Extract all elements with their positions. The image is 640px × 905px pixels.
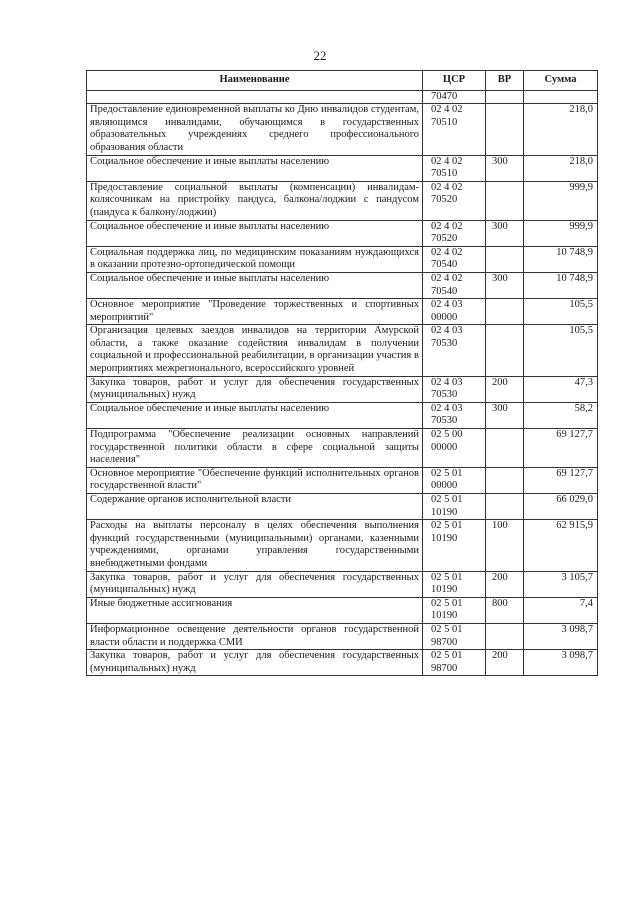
table-row [87,429,598,468]
table-row [87,650,598,676]
row-vr-cell [486,272,524,298]
table-row [87,272,598,298]
row-vr-cell [486,650,524,676]
table-row [87,90,598,104]
row-sum-cell [524,571,598,597]
row-vr-cell [486,155,524,181]
row-name-cell [87,376,423,402]
row-vr-cell [486,90,524,104]
row-csr-cell-part1: 02 4 02 [431,181,463,193]
row-vr-cell [486,571,524,597]
row-name-cell-text: Расходы на выплаты персоналу в целях обеспечения выполнения функций государственными (муниципальными) органами, казенными учреждениями, органами управления государственными внебюджетными фондами [90,520,419,569]
table-row [87,246,598,272]
row-vr-cell [486,623,524,649]
row-csr-cell [423,376,486,402]
table-row [87,402,598,428]
row-name-cell [87,220,423,246]
row-sum-cell-text: 218,0 [569,155,593,167]
row-sum-cell-text: 10 748,9 [556,246,593,258]
row-sum-cell-text: 69 127,7 [556,467,593,479]
row-csr-cell [423,650,486,676]
row-sum-cell [524,299,598,325]
row-csr-cell-part1: 02 5 01 [431,623,463,635]
row-sum-cell-text: 999,9 [569,220,593,232]
row-vr-cell [486,325,524,376]
row-csr-cell-part2: 98700 [431,636,458,648]
row-csr-cell-part2: 70540 [431,259,458,271]
row-csr-cell-part2: 00000 [431,441,458,453]
row-csr-cell-part2: 10190 [431,532,458,544]
row-csr-cell-part1: 02 5 01 [431,597,463,609]
row-csr-cell-part2: 10190 [431,584,458,596]
row-vr-cell-text: 300 [492,155,508,167]
row-csr-cell-part2: 70510 [431,168,458,180]
row-csr-cell-part2: 00000 [431,311,458,323]
row-csr-cell-part1: 02 5 01 [431,520,463,532]
row-sum-cell-text: 66 029,0 [556,494,593,505]
row-csr-cell-part1: 02 4 02 [431,104,463,116]
row-sum-cell [524,220,598,246]
row-name-cell [87,181,423,220]
row-sum-cell [524,494,598,520]
row-sum-cell [524,181,598,220]
row-csr-cell [423,272,486,298]
row-csr-cell [423,520,486,571]
row-csr-cell-part2: 70540 [431,285,458,297]
row-csr-cell-part1: 02 4 02 [431,220,463,232]
row-vr-cell [486,494,524,520]
row-name-cell-text: Предоставление социальной выплаты (компенсации) инвалидам-колясочникам на пристройку пандуса, балкона/лоджии с пандусом (пандуса к балкону/лоджии) [90,181,419,218]
row-vr-cell [486,246,524,272]
table-row [87,494,598,520]
row-vr-cell [486,181,524,220]
row-sum-cell [524,272,598,298]
table-row [87,597,598,623]
table-row [87,104,598,155]
row-name-cell [87,104,423,155]
row-vr-cell [486,376,524,402]
row-sum-cell [524,467,598,493]
row-sum-cell [524,376,598,402]
row-csr-cell [423,494,486,520]
row-csr-cell-part1: 02 5 00 [431,429,463,441]
page-number: 22 [313,48,327,63]
table-body [87,90,598,676]
row-name-cell-text: Основное мероприятие "Проведение торжественных и спортивных мероприятий" [90,299,419,323]
row-csr-cell [423,467,486,493]
row-sum-cell-text: 69 127,7 [556,429,593,441]
row-sum-cell-text: 218,0 [569,104,593,116]
row-csr-cell [423,155,486,181]
row-vr-cell-text: 300 [492,220,508,232]
row-csr-cell-part1: 02 4 02 [431,272,463,284]
row-sum-cell [524,597,598,623]
table-row [87,155,598,181]
row-vr-cell [486,597,524,623]
row-csr-cell-part1: 02 5 01 [431,571,463,583]
row-name-cell [87,325,423,376]
row-vr-cell [486,299,524,325]
row-vr-cell-text: 200 [492,650,508,662]
row-sum-cell-text: 58,2 [574,402,593,414]
row-csr-cell-part1: 02 5 01 [431,467,463,479]
row-vr-cell [486,402,524,428]
row-csr-cell [423,181,486,220]
row-name-cell [87,90,423,104]
budget-table [86,70,598,676]
row-name-cell-text: Организация целевых заездов инвалидов на территории Амурской области, а также оказание содействия инвалидам в получении социальной и профессиональной реабилитации, в организации участия в мероприятиях межрегионального, всероссийского уровней [90,325,419,375]
header-vr: ВР [486,71,524,91]
row-name-cell-text: Социальное обеспечение и иные выплаты населению [90,272,330,284]
row-csr-cell [423,246,486,272]
row-sum-cell [524,623,598,649]
row-csr-cell [423,220,486,246]
row-csr-cell-part1: 02 4 03 [431,325,463,337]
table-row [87,220,598,246]
row-csr-cell-part1: 02 4 03 [431,402,463,414]
row-sum-cell-text: 10 748,9 [556,272,593,284]
row-csr-cell [423,90,486,104]
row-sum-cell [524,155,598,181]
table-row [87,623,598,649]
row-csr-cell-part2: 98700 [431,662,458,674]
row-vr-cell [486,104,524,155]
row-name-cell-text: Содержание органов исполнительной власти [90,494,292,505]
row-sum-cell [524,90,598,104]
row-csr-cell-part1: 02 4 02 [431,155,463,167]
row-name-cell [87,597,423,623]
table-row [87,325,598,376]
row-csr-cell-part2: 70530 [431,415,458,427]
header-csr: ЦСР [423,71,486,91]
row-name-cell [87,623,423,649]
row-vr-cell [486,520,524,571]
row-sum-cell [524,246,598,272]
row-name-cell-text: Предоставление единовременной выплаты ко Дню инвалидов студентам, являющимся инвалидами, обучающимся в государственных образовательных учреждениях среднего профессионального образования области [90,104,419,153]
row-vr-cell-text: 800 [492,597,508,609]
row-vr-cell [486,220,524,246]
header-name: Наименование [87,71,423,91]
row-name-cell-text: Социальное обеспечение и иные выплаты населению [90,220,330,232]
row-sum-cell [524,429,598,468]
row-sum-cell-text: 7,4 [579,597,593,609]
row-csr-cell-part1: 02 4 03 [431,376,463,388]
row-name-cell [87,571,423,597]
row-name-cell [87,272,423,298]
row-name-cell-text: Социальная поддержка лиц, по медицинским показаниям нуждающихся в оказании протезно-ортопедической помощи [90,246,419,271]
row-csr-cell [423,597,486,623]
row-name-cell-text: Закупка товаров, работ и услуг для обеспечения государственных (муниципальных) нужд [90,376,419,401]
row-name-cell [87,520,423,571]
row-name-cell-text: Основное мероприятие "Обеспечение функций исполнительных органов государственной власти" [90,467,419,492]
row-csr-cell [423,571,486,597]
row-csr-cell-part1: 02 4 03 [431,299,463,311]
row-csr-cell [423,299,486,325]
table-row [87,376,598,402]
row-name-cell-text: Подпрограмма "Обеспечение реализации основных направлений государственной политики области в сфере социальной защиты населения" [90,429,419,466]
row-name-cell [87,246,423,272]
row-name-cell-text: Социальное обеспечение и иные выплаты населению [90,402,330,414]
row-csr-cell-part2: 10190 [431,610,458,622]
row-sum-cell-text: 3 105,7 [561,571,593,583]
row-name-cell-text: Информационное освещение деятельности органов государственной власти области и поддержка СМИ [90,623,419,648]
row-name-cell-text: Социальное обеспечение и иные выплаты населению [90,155,330,167]
header-sum: Сумма [524,71,598,91]
row-csr-cell [423,325,486,376]
table-header-row [87,71,598,91]
row-csr-cell-part2: 00000 [431,480,458,492]
row-vr-cell [486,467,524,493]
row-sum-cell-text: 47,3 [574,376,593,388]
row-sum-cell-text: 999,9 [569,181,593,193]
row-csr-cell-part2: 70530 [431,389,458,401]
row-name-cell [87,467,423,493]
row-name-cell [87,429,423,468]
row-csr-cell-part1: 02 5 01 [431,494,463,505]
row-csr-cell-part2: 10190 [431,506,458,518]
row-sum-cell-text: 3 098,7 [561,623,593,635]
row-vr-cell-text: 100 [492,520,508,532]
row-csr-cell-part2: 70510 [431,116,458,128]
table-row [87,571,598,597]
row-vr-cell-text: 200 [492,376,508,388]
row-sum-cell [524,650,598,676]
row-csr-cell-part2: 70470 [431,90,458,102]
row-vr-cell-text: 300 [492,402,508,414]
row-vr-cell-text: 200 [492,571,508,583]
row-csr-cell [423,104,486,155]
row-name-cell-text: Закупка товаров, работ и услуг для обеспечения государственных (муниципальных) нужд [90,650,419,674]
row-vr-cell-text: 300 [492,272,508,284]
row-name-cell [87,650,423,676]
row-sum-cell-text: 105,5 [569,325,593,337]
row-name-cell [87,299,423,325]
row-csr-cell-part1: 02 4 02 [431,246,463,258]
row-name-cell [87,494,423,520]
row-name-cell [87,155,423,181]
row-vr-cell [486,429,524,468]
table-row [87,181,598,220]
row-name-cell [87,402,423,428]
row-csr-cell-part1: 02 5 01 [431,650,463,662]
row-sum-cell [524,520,598,571]
row-csr-cell [423,402,486,428]
table-row [87,467,598,493]
row-name-cell-text: Закупка товаров, работ и услуг для обеспечения государственных (муниципальных) нужд [90,571,419,596]
row-csr-cell-part2: 70530 [431,337,458,349]
row-csr-cell-part2: 70520 [431,194,458,206]
row-csr-cell [423,429,486,468]
row-sum-cell-text: 105,5 [569,299,593,311]
row-name-cell-text: Иные бюджетные ассигнования [90,597,233,609]
row-sum-cell [524,402,598,428]
row-sum-cell-text: 3 098,7 [561,650,593,662]
row-sum-cell [524,325,598,376]
row-sum-cell [524,104,598,155]
row-csr-cell-part2: 70520 [431,233,458,245]
table-row [87,299,598,325]
row-csr-cell [423,623,486,649]
table-row [87,520,598,571]
row-sum-cell-text: 62 915,9 [556,520,593,532]
